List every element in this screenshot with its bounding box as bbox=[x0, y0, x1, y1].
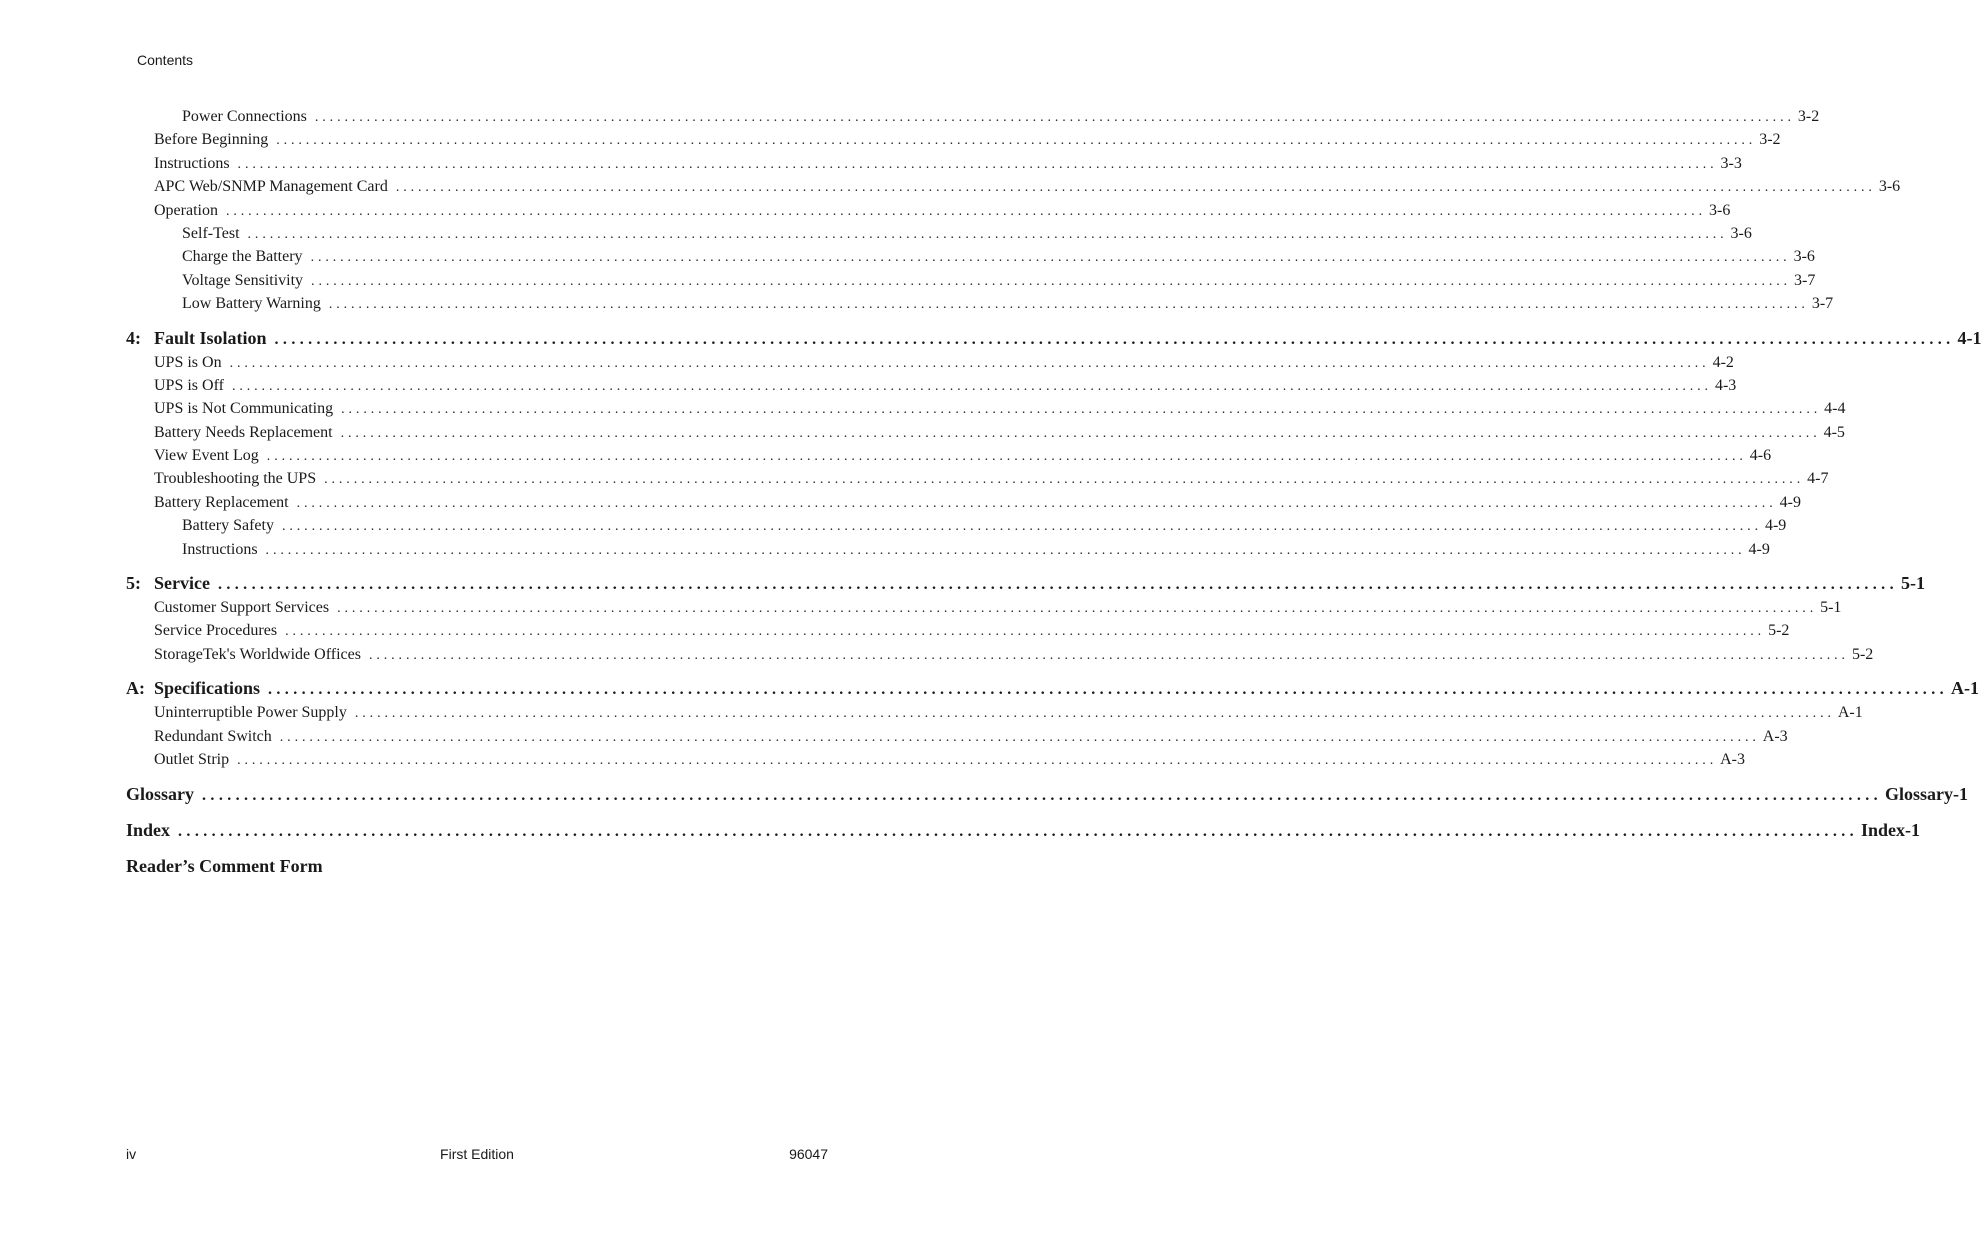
toc-glossary[interactable] bbox=[126, 781, 1969, 807]
entry-title: Operation bbox=[154, 201, 218, 219]
entry-title: Power Connections bbox=[182, 108, 307, 125]
dot-leader: ........................................................................................................................................................................................................ bbox=[314, 110, 1795, 125]
page-number: 3-3 bbox=[1720, 154, 1742, 172]
chapter-title: Fault Isolation bbox=[154, 327, 267, 348]
toc-entry[interactable] bbox=[126, 152, 1742, 175]
page-number: 5-2 bbox=[1768, 622, 1790, 640]
toc-group-ch3-continued bbox=[126, 105, 1901, 316]
readers-comment-title: Reader’s Comment Form bbox=[126, 856, 323, 877]
page-number: Glossary-1 bbox=[1885, 784, 1969, 805]
dot-leader: ........................................................................................................................................................................................................ bbox=[178, 823, 1859, 841]
page-number: 4-9 bbox=[1779, 493, 1801, 511]
toc-entry[interactable] bbox=[126, 199, 1731, 222]
index-title: Index bbox=[126, 820, 171, 841]
dot-leader: ........................................................................................................................................................................................................ bbox=[337, 601, 1818, 617]
toc-entry[interactable] bbox=[126, 725, 1788, 748]
entry-title: Customer Support Services bbox=[154, 599, 330, 617]
toc-entry[interactable] bbox=[126, 105, 1820, 128]
chapter-number: 5: bbox=[126, 573, 141, 594]
toc-readers-comment-form[interactable] bbox=[126, 853, 828, 879]
page-number: 4-4 bbox=[1824, 400, 1846, 418]
page-number: A-3 bbox=[1720, 750, 1745, 768]
dot-leader: ........................................................................................................................................................................................................ bbox=[324, 472, 1805, 488]
page-number: Index-1 bbox=[1861, 820, 1921, 841]
dot-leader: ........................................................................................................................................................................................................ bbox=[268, 681, 1948, 699]
page-number: 5-1 bbox=[1900, 573, 1925, 594]
toc-entry[interactable] bbox=[126, 491, 1801, 514]
entry-title: Low Battery Warning bbox=[182, 295, 321, 313]
page-number: 3-2 bbox=[1759, 131, 1781, 149]
footer-edition: First Edition bbox=[440, 1146, 514, 1162]
entry-title: View Event Log bbox=[154, 447, 259, 465]
page-number: 3-2 bbox=[1797, 108, 1820, 125]
entry-title: Troubleshooting the UPS bbox=[154, 470, 317, 488]
dot-leader: ........................................................................................................................................................................................................ bbox=[395, 180, 1876, 196]
entry-title: APC Web/SNMP Management Card bbox=[154, 178, 388, 196]
entry-title: Battery Safety bbox=[182, 517, 274, 535]
page-footer bbox=[126, 1146, 828, 1164]
page-number: 4-1 bbox=[1957, 327, 1982, 348]
dot-leader: ........................................................................................................................................................................................................ bbox=[231, 378, 1712, 394]
toc-entry[interactable] bbox=[126, 467, 1829, 490]
entry-title: UPS is Off bbox=[154, 376, 224, 394]
toc-chapter-4[interactable] bbox=[126, 325, 1982, 351]
toc-entry[interactable] bbox=[126, 128, 1781, 151]
page-number: A-1 bbox=[1837, 704, 1863, 722]
entry-title: Battery Replacement bbox=[154, 493, 289, 511]
entry-title: Service Procedures bbox=[154, 622, 278, 640]
entry-title: Outlet Strip bbox=[154, 750, 230, 768]
page-number: 5-2 bbox=[1851, 645, 1874, 663]
entry-title: StorageTek's Worldwide Offices bbox=[154, 645, 361, 663]
dot-leader: ........................................................................................................................................................................................................ bbox=[202, 787, 1883, 805]
dot-leader: ........................................................................................................................................................................................................ bbox=[296, 495, 1777, 511]
toc-entry[interactable] bbox=[126, 514, 1787, 537]
entry-title: Instructions bbox=[154, 154, 230, 172]
dot-leader: ........................................................................................................................................................................................................ bbox=[281, 519, 1762, 535]
dot-leader: ........................................................................................................................................................................................................ bbox=[285, 624, 1766, 640]
toc-entry[interactable] bbox=[126, 421, 1845, 444]
dot-leader: ........................................................................................................................................................................................................ bbox=[310, 250, 1791, 266]
dot-leader: ........................................................................................................................................................................................................ bbox=[328, 297, 1809, 313]
toc-group-ch4 bbox=[126, 351, 1846, 562]
entry-title: Self-Test bbox=[182, 224, 240, 242]
toc-entry[interactable] bbox=[126, 269, 1816, 292]
toc-entry[interactable] bbox=[126, 701, 1863, 724]
page-number: 3-7 bbox=[1811, 295, 1834, 313]
footer-doc-number: 96047 bbox=[789, 1146, 828, 1162]
toc-appendix-a[interactable] bbox=[126, 675, 1979, 701]
dot-leader: ........................................................................................................................................................................................................ bbox=[341, 402, 1822, 418]
toc-entry[interactable] bbox=[126, 397, 1846, 420]
page-number: 3-6 bbox=[1730, 224, 1752, 242]
page-number: 3-6 bbox=[1793, 248, 1815, 266]
entry-title: Redundant Switch bbox=[154, 727, 272, 745]
chapter-number: 4: bbox=[126, 327, 141, 348]
toc-entry[interactable] bbox=[126, 245, 1815, 268]
toc-entry[interactable] bbox=[126, 596, 1842, 619]
table-of-contents bbox=[126, 105, 1982, 879]
dot-leader: ........................................................................................................................................................................................................ bbox=[237, 156, 1718, 172]
toc-entry[interactable] bbox=[126, 444, 1772, 467]
toc-index[interactable] bbox=[126, 817, 1921, 843]
page-number: 3-6 bbox=[1878, 178, 1901, 196]
dot-leader: ........................................................................................................................................................................................................ bbox=[368, 647, 1849, 663]
entry-title: Uninterruptible Power Supply bbox=[154, 704, 347, 722]
chapter-title: Service bbox=[154, 573, 210, 594]
entry-title: UPS is Not Communicating bbox=[154, 400, 334, 418]
dot-leader: ........................................................................................................................................................................................................ bbox=[225, 203, 1706, 219]
page-number: 5-1 bbox=[1820, 599, 1842, 617]
toc-chapter-5[interactable] bbox=[126, 570, 1925, 596]
entry-title: Charge the Battery bbox=[182, 248, 303, 266]
dot-leader: ........................................................................................................................................................................................................ bbox=[311, 273, 1792, 289]
toc-entry[interactable] bbox=[126, 643, 1874, 666]
toc-group-appendix-a bbox=[126, 701, 1863, 771]
page-number: 4-7 bbox=[1807, 470, 1829, 488]
toc-entry[interactable] bbox=[126, 619, 1790, 642]
entry-title: Before Beginning bbox=[154, 131, 269, 149]
running-head: Contents bbox=[137, 52, 194, 68]
toc-entry[interactable] bbox=[126, 374, 1737, 397]
page-number: 4-5 bbox=[1823, 423, 1845, 441]
toc-entry[interactable] bbox=[126, 748, 1745, 771]
toc-entry[interactable] bbox=[126, 292, 1834, 315]
dot-leader: ........................................................................................................................................................................................................ bbox=[265, 542, 1746, 558]
footer-page-number: iv bbox=[126, 1146, 137, 1162]
entry-title: UPS is On bbox=[154, 353, 222, 371]
chapter-title: Specifications bbox=[154, 678, 260, 699]
chapter-number: A: bbox=[126, 678, 145, 699]
dot-leader: ........................................................................................................................................................................................................ bbox=[217, 576, 1898, 594]
toc-entry[interactable] bbox=[126, 538, 1770, 561]
page-number: 3-7 bbox=[1794, 271, 1816, 289]
dot-leader: ........................................................................................................................................................................................................ bbox=[229, 355, 1710, 371]
toc-entry[interactable] bbox=[126, 222, 1752, 245]
entry-title: Voltage Sensitivity bbox=[182, 271, 304, 289]
dot-leader: ........................................................................................................................................................................................................ bbox=[340, 425, 1821, 441]
dot-leader: ........................................................................................................................................................................................................ bbox=[354, 706, 1835, 722]
page-number: 3-6 bbox=[1708, 201, 1731, 219]
dot-leader: ........................................................................................................................................................................................................ bbox=[237, 752, 1718, 768]
page-number: 4-2 bbox=[1712, 353, 1734, 371]
page-number: 4-9 bbox=[1748, 540, 1770, 558]
page-number: 4-6 bbox=[1749, 447, 1772, 465]
toc-entry[interactable] bbox=[126, 351, 1734, 374]
dot-leader: ........................................................................................................................................................................................................ bbox=[247, 226, 1728, 242]
glossary-title: Glossary bbox=[126, 784, 195, 805]
page-number: A-3 bbox=[1762, 727, 1788, 745]
page-number: 4-3 bbox=[1714, 376, 1737, 394]
toc-entry[interactable] bbox=[126, 175, 1901, 198]
page-number: 4-9 bbox=[1764, 517, 1787, 535]
entry-title: Battery Needs Replacement bbox=[154, 423, 333, 441]
toc-group-ch5 bbox=[126, 596, 1874, 666]
dot-leader: ........................................................................................................................................................................................................ bbox=[266, 449, 1747, 465]
entry-title: Instructions bbox=[182, 540, 258, 558]
dot-leader: ........................................................................................................................................................................................................ bbox=[279, 729, 1760, 745]
dot-leader: ........................................................................................................................................................................................................ bbox=[274, 330, 1955, 348]
dot-leader: ........................................................................................................................................................................................................ bbox=[276, 133, 1757, 149]
page-number: A-1 bbox=[1951, 678, 1979, 699]
